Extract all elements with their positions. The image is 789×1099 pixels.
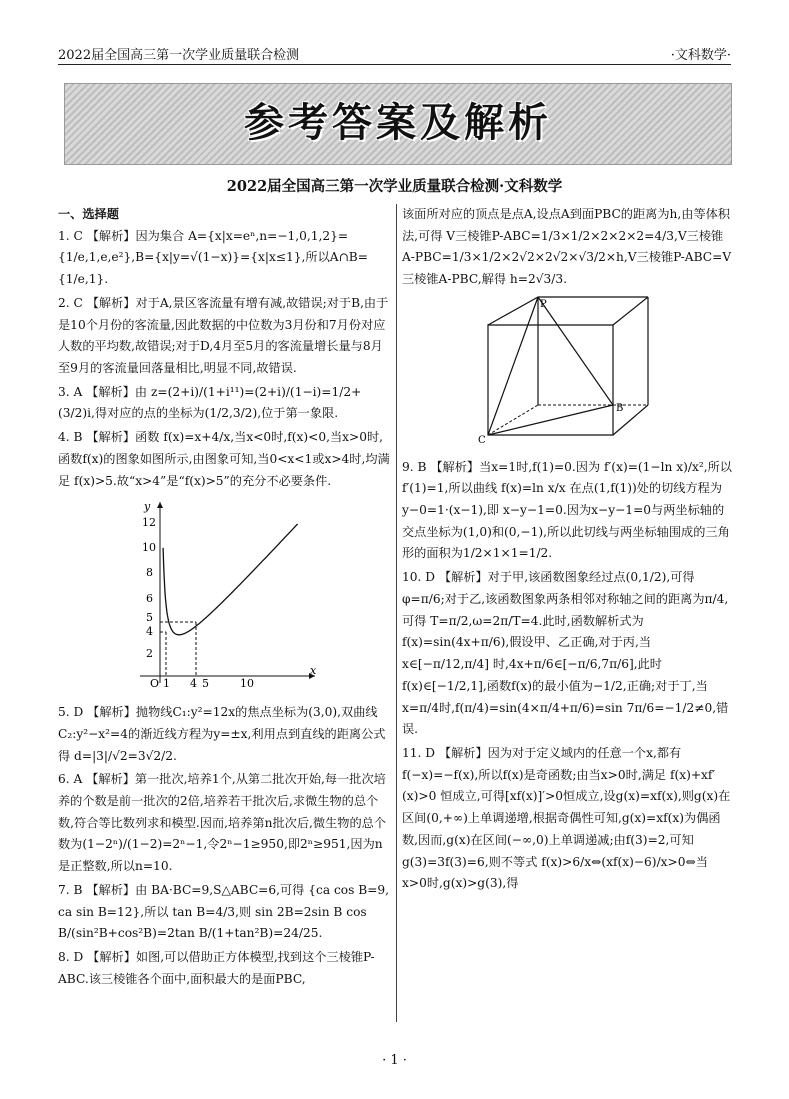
answer-item: 1. C 【解析】因为集合 A={x|x=eⁿ,n=−1,0,1,2}={1/e,1,e,e²},B={x|y=√(1−x)}={x|x≤1},所以A∩B={1/e,1}.: [58, 228, 368, 287]
graph-y-arrow: [157, 502, 163, 508]
left-items-a: [58, 226, 393, 493]
cube-figure: [478, 295, 653, 445]
answer-item: 2. C 【解析】对于A,景区客流量有增有减,故错误;对于B,由于是10个月份的客流量,因此数据的中位数为3月份和7月份对应人数的平均数,故错误;对于D,4月至5月的客流量增长量与8月至9月的客流量回落量相比,明显不同,故错误.: [58, 295, 389, 376]
graph-x-label: x: [310, 664, 317, 678]
function-graph: [120, 498, 320, 688]
graph-ytick-5: 5: [146, 611, 153, 625]
cube-label-b: B: [616, 402, 624, 414]
graph-xtick-5: 5: [202, 677, 209, 689]
graph-xtick-1: 1: [163, 677, 170, 689]
right-items-b: [402, 457, 732, 895]
cube-back-face: [538, 297, 648, 405]
answer-item: 该面所对应的顶点是点A,设点A到面PBC的距离为h,由等体积法,可得 V三棱锥P-ABC=1/3×1/2×2×2×2=4/3,V三棱锥A-PBC=1/3×1/2×2√2×2√2×√3/2×h,V三棱锥P-ABC=V三棱锥A-PBC,解得 h=2√3/3.: [402, 207, 732, 287]
page-header: [58, 44, 731, 65]
answer-item: 11. D 【解析】因为对于定义域内的任意一个x,都有 f(−x)=−f(x),所以f(x)是奇函数;由当x>0时,满足 f(x)+xf′(x)>0 恒成立,可得[xf(x)]′>0恒成立,设g(x)=xf(x),则g(x)在区间(0,+∞)上单调递增,根据奇偶性可知,g(x)=xf(x)为偶函数,因而,g(x)在区间(−∞,0)上单调递减;由f(3)=2,可知 g(3)=3f(3)=6,则不等式 f(x)>6/x⇔(xf(x)−6)/x>0⇔当x>0时,g(x)>g(3),得: [402, 745, 731, 891]
banner-title: 参考答案及解析: [244, 100, 552, 147]
answer-item: 8. D 【解析】如图,可以借助正方体模型,找到这个三棱锥P-ABC.该三棱锥各个面中,面积最大的是面PBC,: [58, 949, 375, 986]
document-subtitle: 2022届全国高三第一次学业质量联合检测·文科数学: [226, 178, 563, 195]
page-number: · 1 ·: [382, 1053, 407, 1068]
left-items-b: [58, 702, 393, 990]
cube-edge-bl: [488, 405, 538, 435]
pyramid-edge-pb: [538, 297, 613, 405]
graph-ytick-8: 8: [146, 566, 153, 580]
graph-origin-label: O: [150, 677, 160, 689]
function-curve: [163, 524, 298, 635]
graph-ytick-4: 4: [146, 625, 153, 639]
section-heading: 一、选择题: [58, 207, 119, 221]
answer-item: 6. A 【解析】第一批次,培养1个,从第二批次开始,每一批次培养的个数是前一批次的2倍,培养若干批次后,求微生物的总个数,符合等比数列求和模型.因而,培养第n批次后,微生物的总个数为(1−2ⁿ)/(1−2)=2ⁿ−1,令2ⁿ−1≥950,即2ⁿ≥951,因为n是正整数,所以n=10.: [58, 772, 387, 874]
cube-edge-tl: [488, 297, 538, 325]
graph-y-label: y: [144, 500, 151, 514]
answer-item: 3. A 【解析】由 z=(2+i)/(1+i¹¹)=(2+i)/(1−i)=1/2+(3/2)i,得对应的点的坐标为(1/2,3/2),位于第一象限.: [58, 384, 362, 421]
right-column: [402, 204, 732, 897]
cube-label-p: P: [540, 298, 547, 310]
graph-ytick-2: 2: [146, 647, 153, 661]
header-right: ·文科数学·: [670, 48, 731, 63]
cube-edge-tr: [613, 297, 648, 325]
pyramid-edge-pc: [488, 297, 538, 435]
pyramid-edge-cb: [488, 405, 613, 435]
header-left: 2022届全国高三第一次学业质量联合检测: [58, 48, 300, 63]
graph-ytick-10: 10: [142, 541, 156, 555]
answer-item: 7. B 【解析】由 BA·BC=9,S△ABC=6,可得 {ca cos B=9, ca sin B=12},所以 tan B=4/3,则 sin 2B=2sin B cos B/(sin²B+cos²B)=2tan B/(1+tan²B)=24/25.: [58, 882, 390, 941]
answer-item: 9. B 【解析】当x=1时,f(1)=0.因为 f′(x)=(1−ln x)/x²,所以f′(1)=1,所以曲线 f(x)=ln x/x 在点(1,f(1))处的切线方程为 y−0=1·(x−1),即 x−y−1=0.因为x−y−1=0与两坐标轴的交点坐标为(1,0)和(0,−1),所以此切线与两坐标轴围成的三角形的面积为1/2×1×1=1/2.: [402, 459, 732, 561]
answer-item: 4. B 【解析】函数 f(x)=x+4/x,当x<0时,f(x)<0,当x>0时,函数f(x)的图象如图所示,由图象可知,当0<x<1或x>4时,均满足 f(x)>5.故“x>4”是“f(x)>5”的充分不必要条件.: [58, 430, 390, 488]
title-banner: [64, 83, 732, 165]
graph-xtick-4: 4: [190, 677, 197, 689]
graph-ytick-12: 12: [142, 516, 156, 530]
answer-item: 5. D 【解析】抛物线C₁:y²=12x的焦点坐标为(3,0),双曲线C₂:y²−x²=4的渐近线方程为y=±x,利用点到直线的距离公式得 d=|3|/√2=3√2/2.: [58, 705, 386, 763]
answer-item: 10. D 【解析】对于甲,该函数图象经过点(0,1/2),可得 φ=π/6;对于乙,该函数图象两条相邻对称轴之间的距离为π/4,可得 T=π/2,ω=2π/T=4.此时,函数解析式为 f(x)=sin(4x+π/6),假设甲、乙正确,对于丙,当 x∈[−π/12,π/4] 时,4x+π/6∈[−π/6,7π/6],此时 f(x)∈[−1/2,1],函数f(x)的最小值为−1/2,正确;对于丁,当x=π/4时,f(π/4)=sin(4×π/4+π/6)=sin 7π/6=−1/2≠0,错误.: [402, 570, 729, 737]
column-divider: [396, 204, 397, 1022]
cube-front-face: [488, 325, 613, 435]
right-items-a: [402, 204, 732, 291]
left-column: [58, 204, 393, 992]
graph-xtick-10: 10: [240, 677, 254, 689]
graph-ytick-6: 6: [146, 592, 153, 606]
cube-label-c: C: [478, 434, 486, 445]
